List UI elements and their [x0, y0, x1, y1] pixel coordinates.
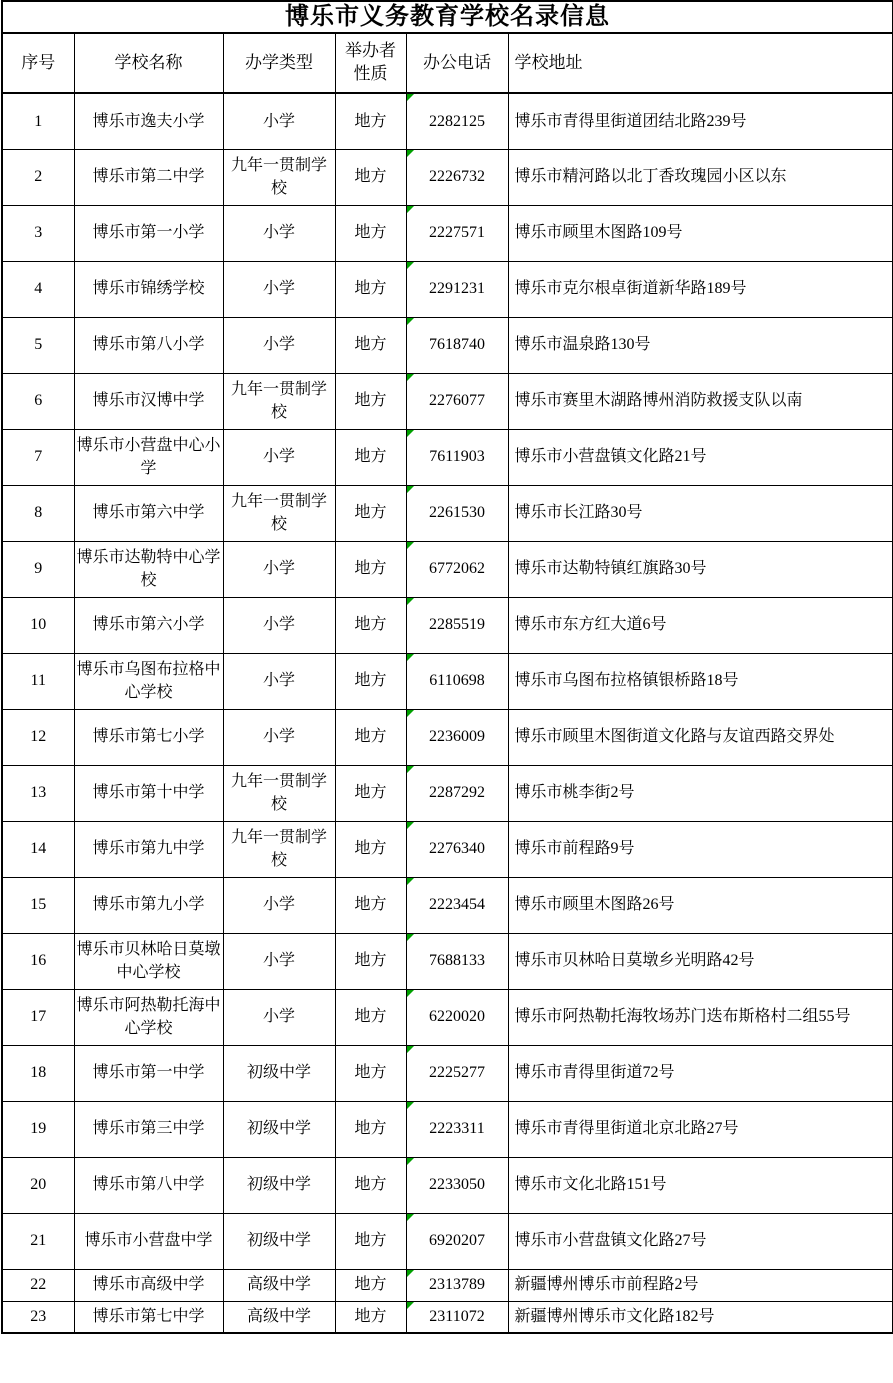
cell-school-address: 博乐市赛里木湖路博州消防救援支队以南 [508, 373, 893, 429]
green-corner-indicator-icon [407, 150, 414, 157]
cell-school-type: 初级中学 [223, 1045, 335, 1101]
cell-school-address: 博乐市顾里木图路26号 [508, 877, 893, 933]
cell-school-address: 博乐市阿热勒托海牧场苏门迭布斯格村二组55号 [508, 989, 893, 1045]
col-header-organizer-nature: 举办者性质 [335, 33, 406, 93]
cell-office-phone: 2261530 [406, 485, 508, 541]
cell-office-phone: 7688133 [406, 933, 508, 989]
cell-organizer-nature: 地方 [335, 1045, 406, 1101]
cell-serial-number: 11 [2, 653, 74, 709]
green-corner-indicator-icon [407, 990, 414, 997]
cell-organizer-nature: 地方 [335, 1157, 406, 1213]
cell-school-name: 博乐市小营盘中心小学 [74, 429, 223, 485]
cell-school-address: 博乐市前程路9号 [508, 821, 893, 877]
cell-office-phone: 2282125 [406, 93, 508, 149]
cell-organizer-nature: 地方 [335, 877, 406, 933]
cell-serial-number: 8 [2, 485, 74, 541]
cell-school-address: 博乐市乌图布拉格镇银桥路18号 [508, 653, 893, 709]
cell-office-phone: 2233050 [406, 1157, 508, 1213]
cell-school-name: 博乐市达勒特中心学校 [74, 541, 223, 597]
cell-school-type: 小学 [223, 597, 335, 653]
cell-school-type: 九年一贯制学校 [223, 821, 335, 877]
cell-school-address: 博乐市贝林哈日莫墩乡光明路42号 [508, 933, 893, 989]
cell-office-phone: 2223311 [406, 1101, 508, 1157]
cell-serial-number: 13 [2, 765, 74, 821]
cell-serial-number: 12 [2, 709, 74, 765]
green-corner-indicator-icon [407, 710, 414, 717]
school-directory-table [1, 0, 893, 1334]
cell-serial-number: 20 [2, 1157, 74, 1213]
cell-organizer-nature: 地方 [335, 373, 406, 429]
cell-serial-number: 9 [2, 541, 74, 597]
cell-school-address: 博乐市长江路30号 [508, 485, 893, 541]
cell-school-type: 初级中学 [223, 1101, 335, 1157]
cell-school-name: 博乐市第八中学 [74, 1157, 223, 1213]
table-row [2, 597, 893, 653]
cell-serial-number: 5 [2, 317, 74, 373]
cell-organizer-nature: 地方 [335, 429, 406, 485]
cell-school-name: 博乐市第七中学 [74, 1301, 223, 1333]
cell-school-type: 小学 [223, 261, 335, 317]
cell-serial-number: 18 [2, 1045, 74, 1101]
table-row [2, 877, 893, 933]
cell-school-name: 博乐市高级中学 [74, 1269, 223, 1301]
cell-school-type: 九年一贯制学校 [223, 765, 335, 821]
cell-school-name: 博乐市第三中学 [74, 1101, 223, 1157]
cell-organizer-nature: 地方 [335, 205, 406, 261]
cell-school-type: 九年一贯制学校 [223, 149, 335, 205]
cell-school-name: 博乐市第七小学 [74, 709, 223, 765]
cell-school-address: 新疆博州博乐市文化路182号 [508, 1301, 893, 1333]
table-row [2, 317, 893, 373]
cell-serial-number: 14 [2, 821, 74, 877]
cell-school-type: 小学 [223, 205, 335, 261]
table-row [2, 261, 893, 317]
green-corner-indicator-icon [407, 1046, 414, 1053]
cell-office-phone: 2227571 [406, 205, 508, 261]
cell-school-name: 博乐市第一中学 [74, 1045, 223, 1101]
green-corner-indicator-icon [407, 206, 414, 213]
table-row [2, 933, 893, 989]
table-row [2, 149, 893, 205]
cell-serial-number: 4 [2, 261, 74, 317]
cell-school-type: 九年一贯制学校 [223, 373, 335, 429]
cell-school-address: 博乐市小营盘镇文化路21号 [508, 429, 893, 485]
cell-school-name: 博乐市乌图布拉格中心学校 [74, 653, 223, 709]
cell-school-type: 小学 [223, 933, 335, 989]
title-row [2, 1, 893, 33]
cell-school-name: 博乐市第六小学 [74, 597, 223, 653]
green-corner-indicator-icon [407, 542, 414, 549]
cell-organizer-nature: 地方 [335, 261, 406, 317]
cell-school-address: 博乐市克尔根卓街道新华路189号 [508, 261, 893, 317]
cell-school-type: 小学 [223, 709, 335, 765]
cell-serial-number: 6 [2, 373, 74, 429]
cell-office-phone: 2236009 [406, 709, 508, 765]
cell-school-name: 博乐市第六中学 [74, 485, 223, 541]
cell-school-name: 博乐市第八小学 [74, 317, 223, 373]
cell-school-type: 高级中学 [223, 1301, 335, 1333]
cell-organizer-nature: 地方 [335, 989, 406, 1045]
cell-serial-number: 22 [2, 1269, 74, 1301]
cell-office-phone: 2226732 [406, 149, 508, 205]
cell-organizer-nature: 地方 [335, 541, 406, 597]
col-header-office-phone: 办公电话 [406, 33, 508, 93]
green-corner-indicator-icon [407, 654, 414, 661]
green-corner-indicator-icon [407, 598, 414, 605]
page-title: 博乐市义务教育学校名录信息 [2, 1, 893, 33]
cell-school-type: 初级中学 [223, 1157, 335, 1213]
cell-office-phone: 2313789 [406, 1269, 508, 1301]
cell-school-type: 高级中学 [223, 1269, 335, 1301]
table-row [2, 93, 893, 149]
cell-organizer-nature: 地方 [335, 1269, 406, 1301]
cell-school-name: 博乐市逸夫小学 [74, 93, 223, 149]
table-row [2, 205, 893, 261]
table-body [2, 93, 893, 1333]
cell-serial-number: 7 [2, 429, 74, 485]
cell-office-phone: 7618740 [406, 317, 508, 373]
cell-school-name: 博乐市汉博中学 [74, 373, 223, 429]
green-corner-indicator-icon [407, 1102, 414, 1109]
cell-school-name: 博乐市第十中学 [74, 765, 223, 821]
cell-school-name: 博乐市阿热勒托海中心学校 [74, 989, 223, 1045]
cell-serial-number: 21 [2, 1213, 74, 1269]
green-corner-indicator-icon [407, 1302, 414, 1309]
green-corner-indicator-icon [407, 486, 414, 493]
cell-school-name: 博乐市第九小学 [74, 877, 223, 933]
col-header-school-name: 学校名称 [74, 33, 223, 93]
green-corner-indicator-icon [407, 878, 414, 885]
cell-office-phone: 7611903 [406, 429, 508, 485]
cell-school-type: 小学 [223, 429, 335, 485]
green-corner-indicator-icon [407, 1214, 414, 1221]
cell-school-name: 博乐市第二中学 [74, 149, 223, 205]
cell-office-phone: 6220020 [406, 989, 508, 1045]
table-header-row [2, 33, 893, 93]
table-row [2, 429, 893, 485]
cell-school-name: 博乐市贝林哈日莫墩中心学校 [74, 933, 223, 989]
cell-organizer-nature: 地方 [335, 149, 406, 205]
cell-school-address: 博乐市小营盘镇文化路27号 [508, 1213, 893, 1269]
cell-organizer-nature: 地方 [335, 765, 406, 821]
green-corner-indicator-icon [407, 430, 414, 437]
cell-school-name: 博乐市锦绣学校 [74, 261, 223, 317]
cell-serial-number: 16 [2, 933, 74, 989]
cell-serial-number: 3 [2, 205, 74, 261]
cell-school-address: 博乐市桃李街2号 [508, 765, 893, 821]
cell-school-address: 博乐市青得里街道72号 [508, 1045, 893, 1101]
table-row [2, 989, 893, 1045]
cell-organizer-nature: 地方 [335, 93, 406, 149]
table-row [2, 821, 893, 877]
cell-organizer-nature: 地方 [335, 933, 406, 989]
cell-organizer-nature: 地方 [335, 1213, 406, 1269]
cell-school-name: 博乐市小营盘中学 [74, 1213, 223, 1269]
cell-school-type: 小学 [223, 989, 335, 1045]
green-corner-indicator-icon [407, 766, 414, 773]
cell-school-name: 博乐市第一小学 [74, 205, 223, 261]
green-corner-indicator-icon [407, 1158, 414, 1165]
table-row [2, 653, 893, 709]
cell-school-name: 博乐市第九中学 [74, 821, 223, 877]
cell-school-type: 小学 [223, 541, 335, 597]
cell-school-address: 博乐市精河路以北丁香玫瑰园小区以东 [508, 149, 893, 205]
col-header-serial-number: 序号 [2, 33, 74, 93]
table-row [2, 1301, 893, 1333]
cell-organizer-nature: 地方 [335, 653, 406, 709]
cell-office-phone: 2223454 [406, 877, 508, 933]
cell-school-type: 小学 [223, 877, 335, 933]
cell-serial-number: 1 [2, 93, 74, 149]
cell-school-address: 新疆博州博乐市前程路2号 [508, 1269, 893, 1301]
cell-school-address: 博乐市青得里街道团结北路239号 [508, 93, 893, 149]
green-corner-indicator-icon [407, 1270, 414, 1277]
table-row [2, 541, 893, 597]
cell-office-phone: 2291231 [406, 261, 508, 317]
green-corner-indicator-icon [407, 94, 414, 101]
cell-organizer-nature: 地方 [335, 485, 406, 541]
cell-serial-number: 2 [2, 149, 74, 205]
cell-organizer-nature: 地方 [335, 709, 406, 765]
green-corner-indicator-icon [407, 822, 414, 829]
cell-school-type: 初级中学 [223, 1213, 335, 1269]
cell-serial-number: 10 [2, 597, 74, 653]
cell-serial-number: 23 [2, 1301, 74, 1333]
cell-school-address: 博乐市文化北路151号 [508, 1157, 893, 1213]
table-row [2, 709, 893, 765]
cell-school-address: 博乐市顾里木图路109号 [508, 205, 893, 261]
cell-serial-number: 19 [2, 1101, 74, 1157]
cell-office-phone: 2287292 [406, 765, 508, 821]
table-row [2, 373, 893, 429]
table-row [2, 1101, 893, 1157]
cell-office-phone: 2225277 [406, 1045, 508, 1101]
cell-organizer-nature: 地方 [335, 1301, 406, 1333]
cell-school-address: 博乐市顾里木图街道文化路与友谊西路交界处 [508, 709, 893, 765]
cell-office-phone: 6772062 [406, 541, 508, 597]
cell-school-type: 小学 [223, 653, 335, 709]
col-header-school-address: 学校地址 [508, 33, 893, 93]
cell-school-type: 九年一贯制学校 [223, 485, 335, 541]
cell-organizer-nature: 地方 [335, 821, 406, 877]
cell-serial-number: 17 [2, 989, 74, 1045]
table-row [2, 485, 893, 541]
table-row [2, 1045, 893, 1101]
cell-organizer-nature: 地方 [335, 597, 406, 653]
cell-office-phone: 2285519 [406, 597, 508, 653]
cell-office-phone: 2276077 [406, 373, 508, 429]
cell-office-phone: 6110698 [406, 653, 508, 709]
cell-school-type: 小学 [223, 317, 335, 373]
cell-organizer-nature: 地方 [335, 317, 406, 373]
green-corner-indicator-icon [407, 374, 414, 381]
col-header-school-type: 办学类型 [223, 33, 335, 93]
cell-office-phone: 2276340 [406, 821, 508, 877]
cell-school-address: 博乐市达勒特镇红旗路30号 [508, 541, 893, 597]
cell-school-address: 博乐市温泉路130号 [508, 317, 893, 373]
green-corner-indicator-icon [407, 262, 414, 269]
green-corner-indicator-icon [407, 318, 414, 325]
cell-school-address: 博乐市东方红大道6号 [508, 597, 893, 653]
cell-office-phone: 2311072 [406, 1301, 508, 1333]
table-row [2, 1157, 893, 1213]
table-row [2, 1269, 893, 1301]
cell-serial-number: 15 [2, 877, 74, 933]
cell-school-type: 小学 [223, 93, 335, 149]
cell-office-phone: 6920207 [406, 1213, 508, 1269]
green-corner-indicator-icon [407, 934, 414, 941]
table-row [2, 1213, 893, 1269]
cell-school-address: 博乐市青得里街道北京北路27号 [508, 1101, 893, 1157]
table-row [2, 765, 893, 821]
cell-organizer-nature: 地方 [335, 1101, 406, 1157]
